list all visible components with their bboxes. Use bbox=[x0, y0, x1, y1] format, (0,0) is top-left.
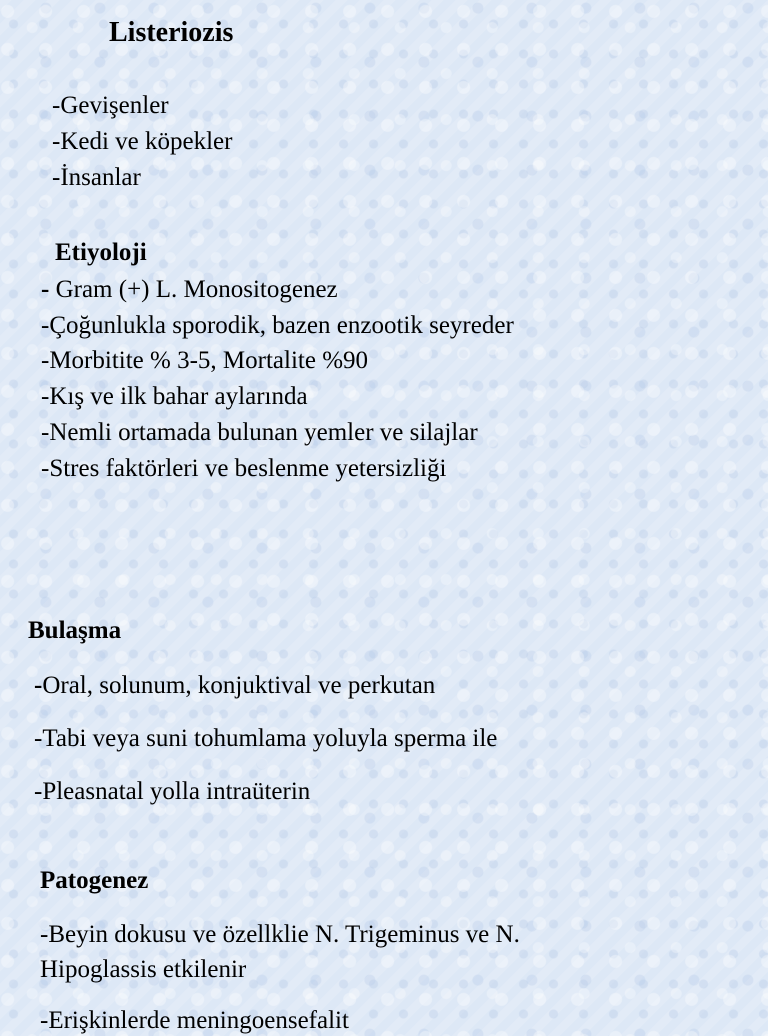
bulasma-item bbox=[34, 671, 435, 701]
etiyoloji-item: -Kış ve ilk bahar aylarında bbox=[41, 383, 308, 410]
bulasma-item: -Pleasnatal yolla intraüterin bbox=[34, 778, 311, 805]
etiyoloji-item-text: Gram (+) L. Monositogenez bbox=[49, 276, 338, 303]
etiyoloji-heading: Etiyoloji bbox=[55, 239, 147, 266]
host-item: -İnsanlar bbox=[52, 164, 141, 191]
page-title: Listeriozis bbox=[109, 17, 234, 48]
bold-dash: - bbox=[34, 672, 43, 699]
etiyoloji-item: -Çoğunlukla sporodik, bazen enzootik seyreder bbox=[41, 312, 514, 339]
patogenez-item-line: Hipoglassis etkilenir bbox=[40, 956, 247, 983]
patogenez-heading: Patogenez bbox=[40, 867, 149, 894]
patogenez-item-line: -Beyin dokusu ve özellklie N. Trigeminus ve N. bbox=[40, 921, 520, 948]
host-item: -Gevişenler bbox=[52, 92, 169, 119]
bulasma-heading: Bulaşma bbox=[28, 617, 122, 644]
etiyoloji-item: -Stres faktörleri ve beslenme yetersizliği bbox=[41, 455, 447, 482]
bold-dash: - bbox=[41, 276, 50, 303]
bulasma-item: -Tabi veya suni tohumlama yoluyla sperma ile bbox=[34, 725, 498, 752]
etiyoloji-item: -Morbitite % 3-5, Mortalite %90 bbox=[41, 347, 369, 374]
patogenez-item-partial: -Erişkinlerde meningoensefalit bbox=[40, 1007, 349, 1034]
etiyoloji-item: -Nemli ortamada bulunan yemler ve silajlar bbox=[41, 419, 478, 446]
host-item: -Kedi ve köpekler bbox=[52, 128, 233, 155]
etiyoloji-item bbox=[41, 275, 338, 305]
bulasma-item-text: Oral, solunum, konjuktival ve perkutan bbox=[42, 672, 436, 699]
